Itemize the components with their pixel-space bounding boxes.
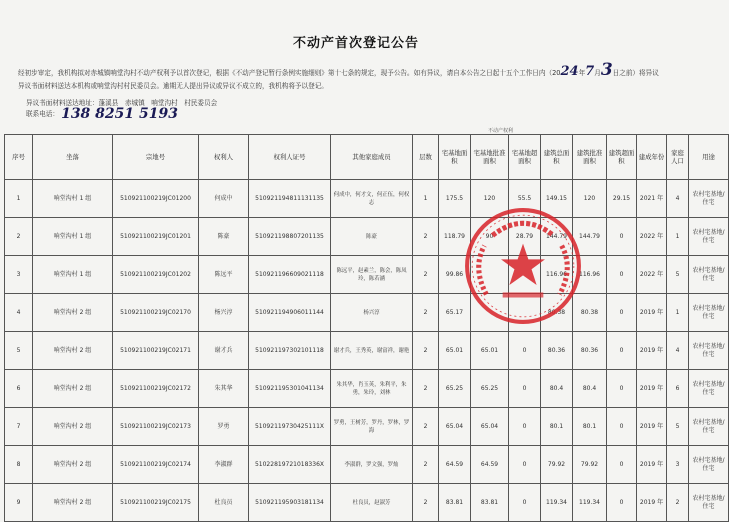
cell-use: 农村宅基地/住宅 — [689, 218, 729, 256]
cell-bldg-approved: 119.34 — [573, 484, 607, 522]
cell-land-approved: 83.81 — [471, 484, 509, 522]
cell-land-area: 175.5 — [439, 180, 471, 218]
cell-use: 农村宅基地/住宅 — [689, 446, 729, 484]
cell-land-approved: 65.04 — [471, 408, 509, 446]
cell-people: 5 — [667, 256, 689, 294]
cell-no: 7 — [5, 408, 33, 446]
cell-use: 农村宅基地/住宅 — [689, 408, 729, 446]
cell-bldg-excess: 0 — [607, 446, 637, 484]
header-floors: 层数 — [413, 135, 439, 180]
cell-owner-id: 510921197302101118 — [249, 332, 331, 370]
header-land-area: 宅基地面积 — [439, 135, 471, 180]
cell-bldg-excess: 0 — [607, 218, 637, 256]
cell-owner-id: 510921195903181134 — [249, 484, 331, 522]
cell-floors: 2 — [413, 408, 439, 446]
header-owner-id: 权利人证号 — [249, 135, 331, 180]
cell-land-approved — [471, 256, 509, 294]
cell-no: 6 — [5, 370, 33, 408]
header-land-approved: 宅基地批准面积 — [471, 135, 509, 180]
cell-bldg-excess: 0 — [607, 370, 637, 408]
cell-members: 李淑群，罗文强，罗灿 — [331, 446, 413, 484]
cell-members: 杜良员，赵淑芳 — [331, 484, 413, 522]
cell-land-excess — [509, 256, 541, 294]
cell-members: 陈豪 — [331, 218, 413, 256]
cell-land-excess: 0 — [509, 370, 541, 408]
header-year: 建成年份 — [637, 135, 667, 180]
contact-line — [26, 106, 178, 122]
announcement-paragraph — [18, 60, 698, 93]
table-row — [5, 446, 729, 484]
cell-parcel: 510921100219JC01200 — [113, 180, 199, 218]
cell-bldg-area: 79.92 — [541, 446, 573, 484]
table-row — [5, 180, 729, 218]
cell-location: 响堂沟村 1 组 — [33, 218, 113, 256]
table-body — [5, 180, 729, 522]
cell-owner-id: 51022819721018336X — [249, 446, 331, 484]
cell-bldg-area: 149.15 — [541, 180, 573, 218]
cell-bldg-approved: 80.36 — [573, 332, 607, 370]
cell-floors: 2 — [413, 484, 439, 522]
cell-floors: 2 — [413, 218, 439, 256]
cell-parcel: 510921100219JC02171 — [113, 332, 199, 370]
cell-use: 农村宅基地/住宅 — [689, 180, 729, 218]
cell-parcel: 510921100219JC02173 — [113, 408, 199, 446]
registration-table — [4, 134, 729, 522]
cell-year: 2022 年 — [637, 218, 667, 256]
page-title: 不动产首次登记公告 — [292, 36, 419, 51]
cell-land-approved: 65.01 — [471, 332, 509, 370]
cell-people: 5 — [667, 408, 689, 446]
cell-owner: 陈豪 — [199, 218, 249, 256]
cell-parcel: 510921100219JC01202 — [113, 256, 199, 294]
cell-land-approved — [471, 294, 509, 332]
cell-parcel: 510921100219JC01201 — [113, 218, 199, 256]
cell-land-area: 83.81 — [439, 484, 471, 522]
cell-no: 2 — [5, 218, 33, 256]
date-close: 日之前）将异议 — [612, 69, 659, 77]
handwritten-contact-phone: 138 8251 5193 — [61, 106, 178, 122]
cell-no: 1 — [5, 180, 33, 218]
header-owner: 权利人 — [199, 135, 249, 180]
cell-bldg-excess: 29.15 — [607, 180, 637, 218]
cell-no: 4 — [5, 294, 33, 332]
cell-members: 罗勇，王树芳，罗丹，罗林，罗海 — [331, 408, 413, 446]
cell-members: 杨兴淳 — [331, 294, 413, 332]
cell-use: 农村宅基地/住宅 — [689, 332, 729, 370]
cell-bldg-approved: 80.1 — [573, 408, 607, 446]
cell-use: 农村宅基地/住宅 — [689, 256, 729, 294]
cell-parcel: 510921100219JC02174 — [113, 446, 199, 484]
date-year-label: 年 — [578, 69, 586, 77]
cell-bldg-approved: 144.79 — [573, 218, 607, 256]
cell-land-approved: 90 — [471, 218, 509, 256]
cell-location: 响堂沟村 2 组 — [33, 484, 113, 522]
cell-bldg-excess: 0 — [607, 408, 637, 446]
cell-land-area: 65.25 — [439, 370, 471, 408]
cell-bldg-approved: 80.4 — [573, 370, 607, 408]
cell-bldg-area: 80.4 — [541, 370, 573, 408]
cell-location: 响堂沟村 2 组 — [33, 332, 113, 370]
cell-no: 3 — [5, 256, 33, 294]
cell-location: 响堂沟村 2 组 — [33, 408, 113, 446]
cell-owner-id: 510921196609021118 — [249, 256, 331, 294]
cell-location: 响堂沟村 1 组 — [33, 256, 113, 294]
cell-parcel: 510921100219JC02175 — [113, 484, 199, 522]
cell-year: 2019 年 — [637, 332, 667, 370]
cell-land-approved: 65.25 — [471, 370, 509, 408]
table-row — [5, 408, 729, 446]
cell-owner: 杨兴淳 — [199, 294, 249, 332]
date-open: 20 — [552, 69, 561, 77]
cell-bldg-area: 80.36 — [541, 332, 573, 370]
cell-land-area: 65.17 — [439, 294, 471, 332]
cell-land-excess: 0 — [509, 332, 541, 370]
cell-members: 谢才兵，王秀英，谢富祥，谢艳 — [331, 332, 413, 370]
cell-year: 2019 年 — [637, 370, 667, 408]
cell-owner: 朱其华 — [199, 370, 249, 408]
table-row — [5, 218, 729, 256]
handwritten-year: 24 — [560, 64, 579, 79]
header-members: 其他家庭成员 — [331, 135, 413, 180]
cell-land-excess: 55.5 — [509, 180, 541, 218]
cell-location: 响堂沟村 2 组 — [33, 446, 113, 484]
cell-floors: 2 — [413, 332, 439, 370]
handwritten-day: 3 — [600, 60, 613, 80]
cell-bldg-excess: 0 — [607, 484, 637, 522]
cell-people: 4 — [667, 332, 689, 370]
cell-bldg-excess: 0 — [607, 294, 637, 332]
cell-bldg-area: 119.34 — [541, 484, 573, 522]
cell-owner-id: 510921198807201135 — [249, 218, 331, 256]
cell-year: 2019 年 — [637, 408, 667, 446]
cell-land-excess: 0 — [509, 446, 541, 484]
cell-land-excess: 0 — [509, 484, 541, 522]
cell-land-area: 64.59 — [439, 446, 471, 484]
cell-land-area: 65.01 — [439, 332, 471, 370]
cell-parcel: 510921100219JC02172 — [113, 370, 199, 408]
table-row — [5, 332, 729, 370]
cell-year: 2022 年 — [637, 256, 667, 294]
cell-owner: 李淑群 — [199, 446, 249, 484]
cell-bldg-area: 80.38 — [541, 294, 573, 332]
table-row — [5, 370, 729, 408]
cell-land-excess — [509, 294, 541, 332]
handwritten-month: 7 — [585, 64, 595, 79]
cell-members: 陈远平，赵素兰，陈会，陈凤玲，陈若涵 — [331, 256, 413, 294]
cell-members: 何成中，何才文，何正伍，何权志 — [331, 180, 413, 218]
cell-use: 农村宅基地/住宅 — [689, 370, 729, 408]
header-bldg-approved: 建筑批准面积 — [573, 135, 607, 180]
cell-people: 3 — [667, 446, 689, 484]
cell-people: 4 — [667, 180, 689, 218]
cell-land-approved: 120 — [471, 180, 509, 218]
table-header-row — [5, 135, 729, 180]
cell-people: 1 — [667, 294, 689, 332]
cell-floors: 2 — [413, 256, 439, 294]
cell-land-area: 65.04 — [439, 408, 471, 446]
cell-location: 响堂沟村 1 组 — [33, 180, 113, 218]
cell-owner: 罗勇 — [199, 408, 249, 446]
header-use: 用途 — [689, 135, 729, 180]
cell-location: 响堂沟村 2 组 — [33, 294, 113, 332]
header-land-excess: 宅基地超面积 — [509, 135, 541, 180]
cell-owner-id: 510921194906011144 — [249, 294, 331, 332]
cell-bldg-approved: 80.38 — [573, 294, 607, 332]
cell-owner: 何成中 — [199, 180, 249, 218]
cell-year: 2019 年 — [637, 294, 667, 332]
objection-address: 异议书面材料送达地址：蓬溪县 赤城镇 响堂沟村 村民委员会 — [26, 99, 218, 107]
cell-land-approved: 64.59 — [471, 446, 509, 484]
cell-use: 农村宅基地/住宅 — [689, 294, 729, 332]
cell-bldg-approved: 116.96 — [573, 256, 607, 294]
header-bldg-area: 建筑总面积 — [541, 135, 573, 180]
cell-bldg-approved: 79.92 — [573, 446, 607, 484]
cell-land-area: 118.79 — [439, 218, 471, 256]
paragraph-line-1 — [18, 60, 698, 80]
cell-location: 响堂沟村 2 组 — [33, 370, 113, 408]
cell-use: 农村宅基地/住宅 — [689, 484, 729, 522]
table-row — [5, 484, 729, 522]
cell-people: 6 — [667, 370, 689, 408]
cell-floors: 2 — [413, 370, 439, 408]
paragraph-line-1-text: 经初步审定，我机构拟对赤城镇响堂沟村不动产权利予以首次登记，根据《不动产登记暂行条例实施细则》第十七条的规定，现予公告。如有异议，请自本公告之日起十五个工作日内（ — [18, 69, 553, 77]
cell-owner-id: 510921194811131135 — [249, 180, 331, 218]
cell-no: 5 — [5, 332, 33, 370]
cell-bldg-area: 144.79 — [541, 218, 573, 256]
header-people: 家庭人口 — [667, 135, 689, 180]
table-row — [5, 256, 729, 294]
cell-people: 2 — [667, 484, 689, 522]
header-location: 坐落 — [33, 135, 113, 180]
cell-year: 2019 年 — [637, 484, 667, 522]
cell-parcel: 510921100219JC02170 — [113, 294, 199, 332]
cell-land-excess: 28.79 — [509, 218, 541, 256]
cell-land-area: 99.86 — [439, 256, 471, 294]
table-row — [5, 294, 729, 332]
cell-bldg-area: 116.96 — [541, 256, 573, 294]
cell-floors: 2 — [413, 446, 439, 484]
cell-bldg-area: 80.1 — [541, 408, 573, 446]
cell-no: 8 — [5, 446, 33, 484]
cell-bldg-excess: 0 — [607, 256, 637, 294]
paragraph-line-2: 异议书面材料送达本机构或响堂沟村村民委员会。逾期无人提出异议或异议不成立的，我机构将予以登记。 — [18, 82, 328, 90]
date-month-label: 月 — [594, 69, 601, 77]
cell-bldg-excess: 0 — [607, 332, 637, 370]
cell-land-excess: 0 — [509, 408, 541, 446]
cell-bldg-approved: 120 — [573, 180, 607, 218]
cell-owner: 谢才兵 — [199, 332, 249, 370]
cell-year: 2021 年 — [637, 180, 667, 218]
cell-owner-id: 510921195301041134 — [249, 370, 331, 408]
cell-owner-id: 51092119730425111X — [249, 408, 331, 446]
header-bldg-excess: 建筑超面积 — [607, 135, 637, 180]
cell-members: 朱其华，肖玉英，朱利平，朱勇，朱玲，刘林 — [331, 370, 413, 408]
cell-owner: 陈远平 — [199, 256, 249, 294]
cell-no: 9 — [5, 484, 33, 522]
contact-label: 联系电话： — [26, 110, 59, 118]
cell-people: 1 — [667, 218, 689, 256]
cell-owner: 杜良员 — [199, 484, 249, 522]
header-parcel: 宗地号 — [113, 135, 199, 180]
cell-floors: 2 — [413, 294, 439, 332]
cell-floors: 1 — [413, 180, 439, 218]
table-caption: 不动产权利 — [488, 128, 514, 134]
header-no: 序号 — [5, 135, 33, 180]
cell-year: 2019 年 — [637, 446, 667, 484]
